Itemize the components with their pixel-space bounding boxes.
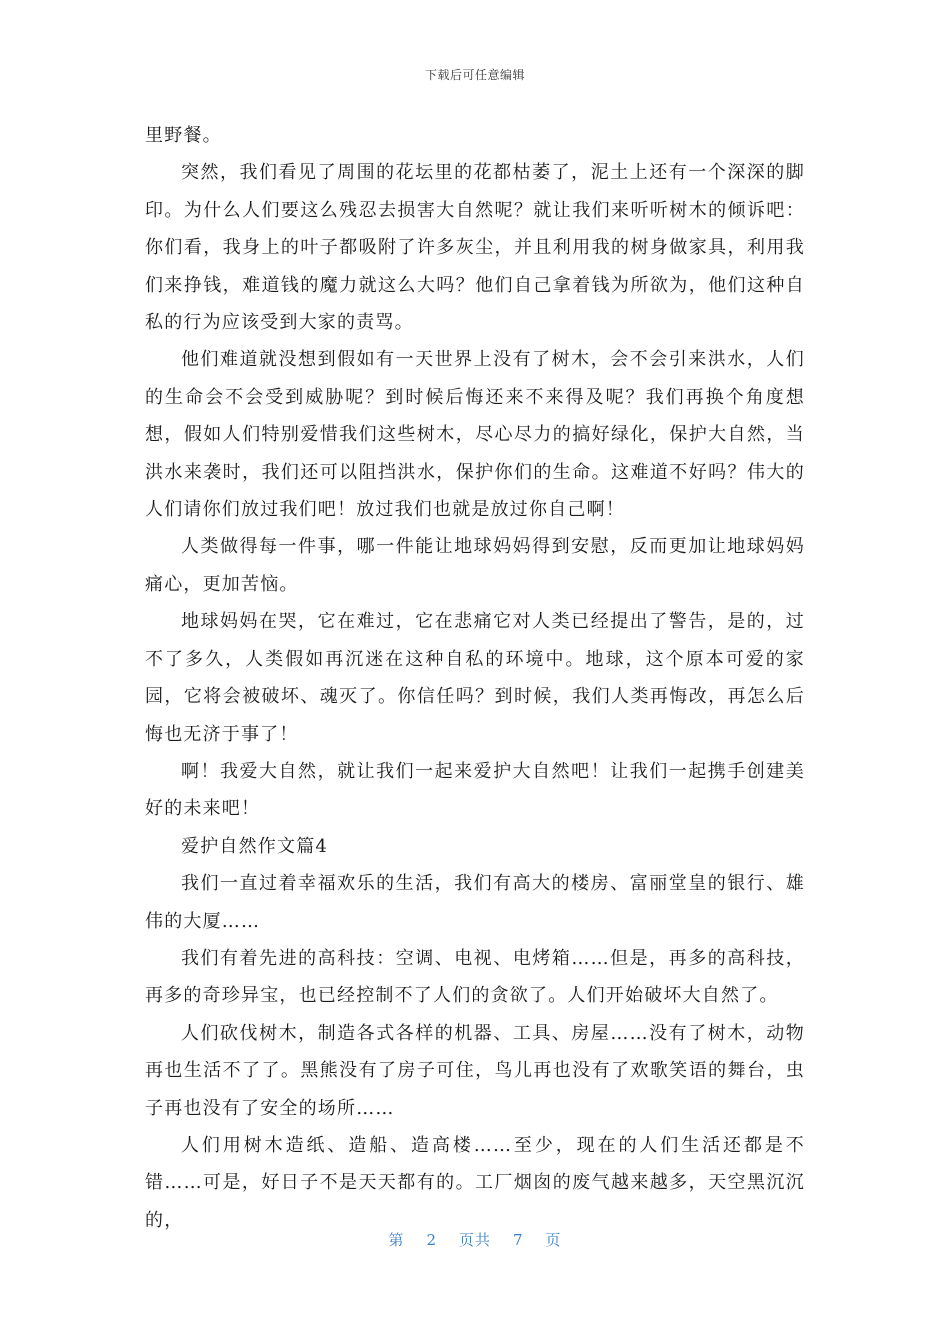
- document-body: [145, 117, 805, 1239]
- paragraph-2: 突然，我们看见了周围的花坛里的花都枯萎了，泥土上还有一个深深的脚印。为什么人们要这么残忍去损害大自然呢？就让我们来听听树木的倾诉吧：你们看，我身上的叶子都吸附了许多灰尘，并且利用我的树身做家具，利用我们来挣钱，难道钱的魔力就这么大吗？他们自己拿着钱为所欲为，他们这种自私的行为应该受到大家的责骂。: [145, 162, 805, 334]
- footer-suffix: 页: [545, 1231, 562, 1249]
- paragraph-9: 我们有着先进的高科技：空调、电视、电烤箱……但是，再多的高科技，再多的奇珍异宝，也已经控制不了人们的贪欲了。人们开始破坏大自然了。: [145, 947, 805, 1007]
- page-header-note: 下载后可任意编辑: [424, 68, 525, 82]
- paragraph-10: 人们砍伐树木，制造各式各样的机器、工具、房屋……没有了树木，动物再也生活不了了。黑熊没有了房子可住，鸟儿再也没有了欢歌笑语的舞台，虫子再也没有了安全的场所……: [145, 1022, 805, 1119]
- footer-prefix: 第: [388, 1231, 405, 1249]
- paragraph-5: 地球妈妈在哭，它在难过，它在悲痛它对人类已经提出了警告，是的，过不了多久，人类假如再沉迷在这种自私的环境中。地球，这个原本可爱的家园，它将会被破坏、魂灭了。你信任吗？到时候，我们人类再悔改，再怎么后悔也无济于事了！: [145, 611, 805, 745]
- paragraph-1: 里野餐。: [145, 125, 222, 146]
- footer-total-pages: 7: [513, 1231, 524, 1249]
- paragraph-4: 人类做得每一件事，哪一件能让地球妈妈得到安慰，反而更加让地球妈妈痛心，更加苦恼。: [145, 536, 805, 595]
- paragraph-11: 人们用树木造纸、造船、造高楼……至少，现在的人们生活还都是不错……可是，好日子不是天天都有的。工厂烟囱的废气越来越多，天空黑沉沉的，: [145, 1134, 805, 1231]
- paragraph-3: 他们难道就没想到假如有一天世界上没有了树木，会不会引来洪水，人们的生命会不会受到威胁呢？到时候后悔还来不来得及呢？我们再换个角度想想，假如人们特别爱惜我们这些树木，尽心尽力的搞好绿化，保护大自然，当洪水来袭时，我们还可以阻挡洪水，保护你们的生命。这难道不好吗？伟大的人们请你们放过我们吧！放过我们也就是放过你自己啊！: [145, 349, 805, 521]
- footer-middle: 页共: [458, 1231, 491, 1249]
- paragraph-6: 啊！我爱大自然，就让我们一起来爱护大自然吧！让我们一起携手创建美好的未来吧！: [145, 760, 805, 820]
- section-heading: 爱护自然作文篇4: [181, 835, 329, 857]
- page-footer: [0, 1229, 950, 1250]
- footer-current-page: 2: [426, 1231, 437, 1249]
- paragraph-8: 我们一直过着幸福欢乐的生活，我们有高大的楼房、富丽堂皇的银行、雄伟的大厦……: [145, 873, 805, 932]
